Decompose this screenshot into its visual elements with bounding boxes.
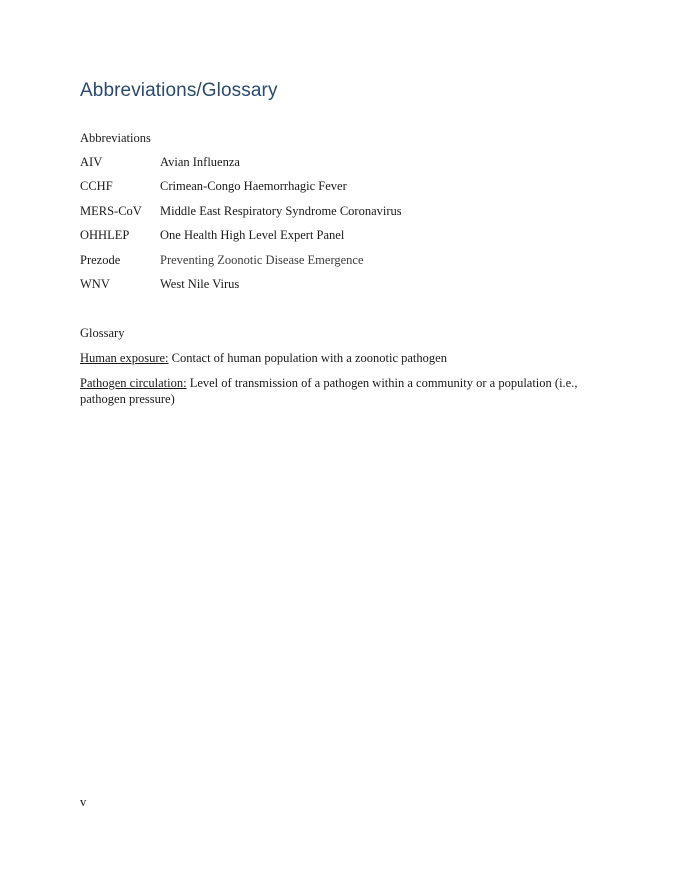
abbreviation-row [80,253,620,277]
page-number: v [80,795,87,809]
abbreviation-definition: Middle East Respiratory Syndrome Coronavirus [160,203,402,218]
glossary-entry [80,375,605,407]
abbreviation-term: MERS-CoV [80,203,142,218]
abbreviation-row [80,228,620,252]
glossary-entry [80,350,605,366]
abbreviation-term: CCHF [80,179,113,194]
glossary-definition: Level of transmission of a pathogen within a community or a population (i.e., pathogen pressure) [80,376,578,406]
abbreviation-term: Prezode [80,252,121,267]
abbreviation-definition: One Health High Level Expert Panel [160,228,345,243]
abbreviations-list [80,155,620,301]
abbreviation-definition: West Nile Virus [160,276,240,291]
glossary-term: Pathogen circulation: [80,376,187,390]
glossary-label: Glossary [80,326,125,340]
abbreviation-definition: Preventing Zoonotic Disease Emergence [160,252,364,267]
abbreviation-definition: Crimean-Congo Haemorrhagic Fever [160,179,347,194]
abbreviation-definition: Avian Influenza [160,155,240,169]
abbreviation-row [80,277,620,301]
abbreviation-term: OHHLEP [80,228,130,243]
abbreviations-label: Abbreviations [80,131,151,145]
abbreviation-term: WNV [80,276,110,291]
abbreviation-row [80,179,620,203]
abbreviation-row [80,204,620,228]
glossary-list [80,350,605,416]
abbreviation-row [80,155,620,179]
abbreviation-term: AIV [80,155,103,169]
glossary-term: Human exposure: [80,351,169,365]
glossary-definition: Contact of human population with a zoonotic pathogen [171,351,447,365]
page-title: Abbreviations/Glossary [80,80,278,101]
